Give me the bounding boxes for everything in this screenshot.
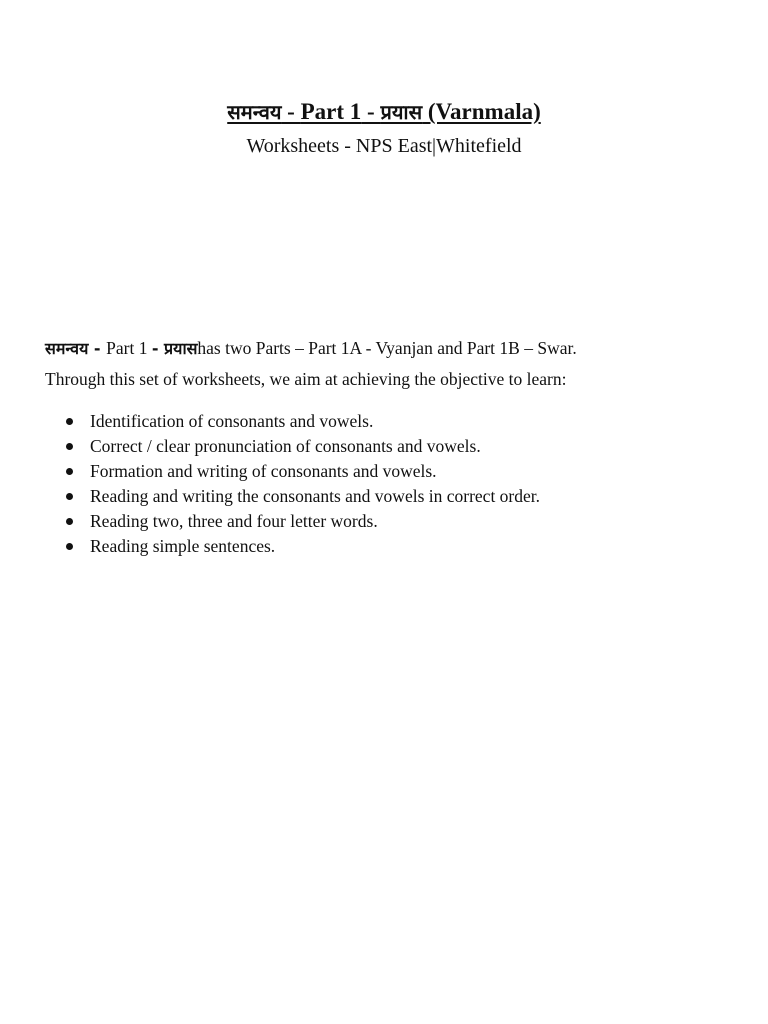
title-hindi-prayas: प्रयास [380, 100, 423, 124]
bullet-icon [66, 543, 73, 550]
list-item [45, 459, 735, 484]
bullet-icon [66, 443, 73, 450]
list-item [45, 509, 735, 534]
objectives-list [45, 409, 735, 559]
title-separator: - [281, 99, 301, 124]
list-item-text: Formation and writing of consonants and vowels. [90, 461, 437, 481]
bullet-icon [66, 468, 73, 475]
intro-line-2: Through this set of worksheets, we aim at achieving the objective to learn: [45, 369, 567, 389]
intro-rest: has two Parts – Part 1A - Vyanjan and Part 1B – Swar. [197, 338, 577, 358]
title-separator: - [361, 99, 381, 124]
title-suffix: (Varnmala) [422, 99, 541, 124]
intro-hindi-prayas: - प्रयास [151, 339, 198, 358]
intro-line-1 [45, 333, 735, 364]
list-item-text: Reading two, three and four letter words. [90, 511, 378, 531]
intro-hindi-samanvay: समन्वय - [45, 339, 107, 358]
list-item-text: Reading simple sentences. [90, 536, 276, 556]
bullet-icon [66, 493, 73, 500]
page-title [0, 98, 768, 125]
bullet-icon [66, 518, 73, 525]
list-item [45, 409, 735, 434]
intro-paragraph [45, 333, 735, 394]
list-item [45, 434, 735, 459]
list-item-text: Reading and writing the consonants and vowels in correct order. [90, 486, 541, 506]
title-hindi-samanvay: समन्वय [227, 100, 282, 124]
list-item [45, 534, 735, 559]
title-part: Part 1 [300, 99, 362, 124]
intro-part: Part 1 [106, 338, 152, 358]
bullet-icon [66, 418, 73, 425]
list-item-text: Identification of consonants and vowels. [90, 411, 374, 431]
list-item-text: Correct / clear pronunciation of consonants and vowels. [90, 436, 481, 456]
page-subtitle: Worksheets - NPS East|Whitefield [246, 135, 522, 157]
list-item [45, 484, 735, 509]
